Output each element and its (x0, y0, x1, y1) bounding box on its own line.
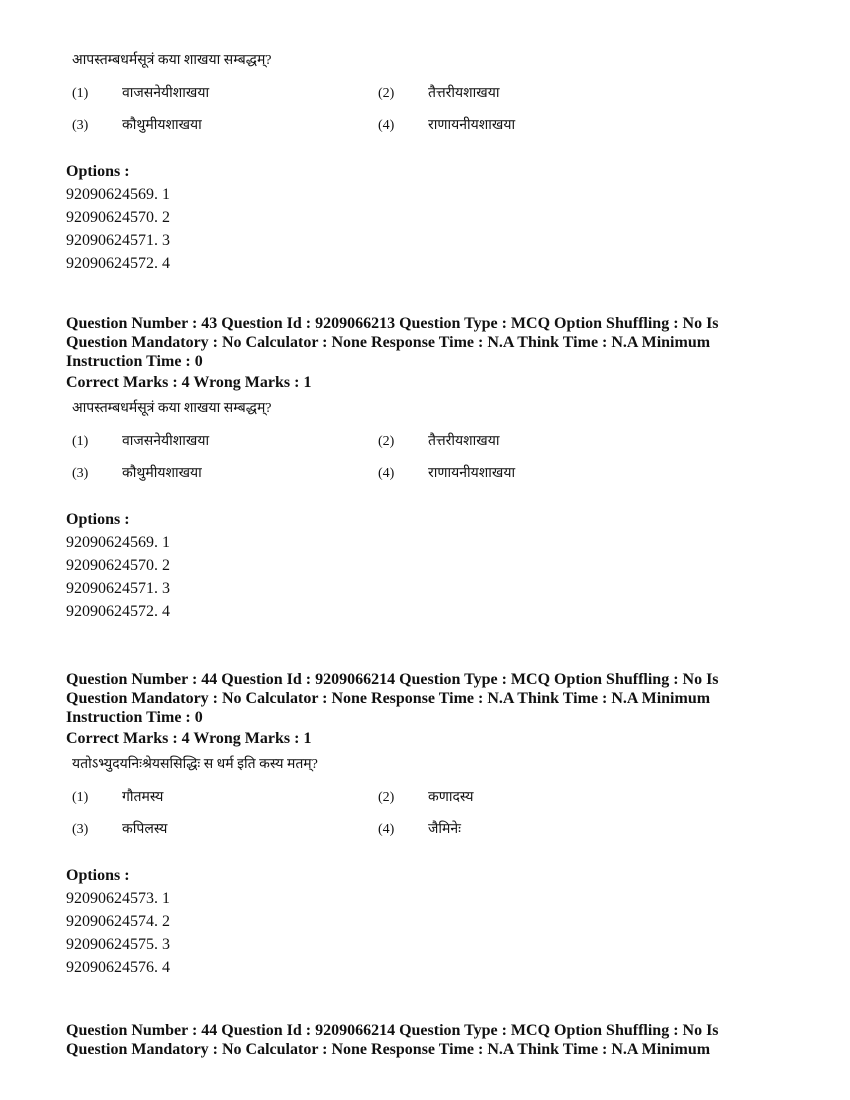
options-label: Options : (66, 163, 130, 180)
choice-text: कणादस्य (428, 790, 474, 805)
choice-number: (1) (72, 86, 89, 101)
choice-number: (4) (378, 822, 395, 837)
question-block-0 (66, 52, 786, 275)
choice-text: गौतमस्य (122, 790, 164, 805)
choice-text: जैमिनेः (428, 822, 461, 837)
choice-grid (66, 84, 786, 148)
choice-text: कपिलस्य (122, 822, 168, 837)
choice-grid (66, 788, 786, 852)
choice-number: (4) (378, 466, 395, 481)
marks-line: Correct Marks : 4 Wrong Marks : 1 (66, 374, 312, 391)
options-label: Options : (66, 511, 130, 528)
question-meta-line: Instruction Time : 0 (66, 709, 203, 726)
choice-text: वाजसनेयीशाखया (122, 86, 210, 101)
question-meta-line: Question Number : 44 Question Id : 9209066214 Question Type : MCQ Option Shuffling : No Is (66, 1022, 719, 1039)
option-line: 92090624572. 4 (66, 255, 170, 272)
option-line: 92090624571. 3 (66, 232, 170, 249)
question-text: आपस्तम्बधर्मसूत्रं कया शाखया सम्बद्धम्? (72, 53, 272, 68)
question-meta-line: Instruction Time : 0 (66, 353, 203, 370)
option-line: 92090624570. 2 (66, 557, 170, 574)
choice-number: (3) (72, 822, 89, 837)
option-line: 92090624571. 3 (66, 580, 170, 597)
choice-text: कौथुमीयशाखया (122, 118, 202, 133)
choice-number: (1) (72, 434, 89, 449)
option-line: 92090624576. 4 (66, 959, 170, 976)
choice-number: (4) (378, 118, 395, 133)
question-block-44 (66, 670, 786, 979)
question-text: यतोऽभ्युदयनिःश्रेयससिद्धिः स धर्म इति कस्य मतम्? (72, 757, 318, 772)
choice-number: (3) (72, 466, 89, 481)
option-line: 92090624574. 2 (66, 913, 170, 930)
option-line: 92090624575. 3 (66, 936, 170, 953)
marks-line: Correct Marks : 4 Wrong Marks : 1 (66, 730, 312, 747)
option-line: 92090624573. 1 (66, 890, 170, 907)
choice-number: (1) (72, 790, 89, 805)
option-line: 92090624572. 4 (66, 603, 170, 620)
question-meta-line: Question Number : 44 Question Id : 9209066214 Question Type : MCQ Option Shuffling : No Is (66, 671, 719, 688)
question-text: आपस्तम्बधर्मसूत्रं कया शाखया सम्बद्धम्? (72, 401, 272, 416)
question-meta-line: Question Mandatory : No Calculator : None Response Time : N.A Think Time : N.A Minimum (66, 334, 711, 351)
choice-number: (3) (72, 118, 89, 133)
choice-text: वाजसनेयीशाखया (122, 434, 210, 449)
option-line: 92090624569. 1 (66, 534, 170, 551)
option-line: 92090624569. 1 (66, 186, 170, 203)
choice-text: राणायनीयशाखया (428, 466, 516, 481)
question-block-43 (66, 314, 786, 623)
question-meta-line: Question Mandatory : No Calculator : None Response Time : N.A Think Time : N.A Minimum (66, 1041, 711, 1058)
choice-text: राणायनीयशाखया (428, 118, 516, 133)
option-line: 92090624570. 2 (66, 209, 170, 226)
options-label: Options : (66, 867, 130, 884)
choice-number: (2) (378, 790, 395, 805)
choice-text: तैत्तरीयशाखया (428, 86, 500, 101)
choice-number: (2) (378, 434, 395, 449)
question-meta-line: Question Number : 43 Question Id : 9209066213 Question Type : MCQ Option Shuffling : No Is (66, 315, 719, 332)
question-meta-line: Question Mandatory : No Calculator : None Response Time : N.A Think Time : N.A Minimum (66, 690, 711, 707)
question-block-next (66, 1021, 786, 1059)
choice-grid (66, 432, 786, 496)
choice-number: (2) (378, 86, 395, 101)
choice-text: कौथुमीयशाखया (122, 466, 202, 481)
choice-text: तैत्तरीयशाखया (428, 434, 500, 449)
